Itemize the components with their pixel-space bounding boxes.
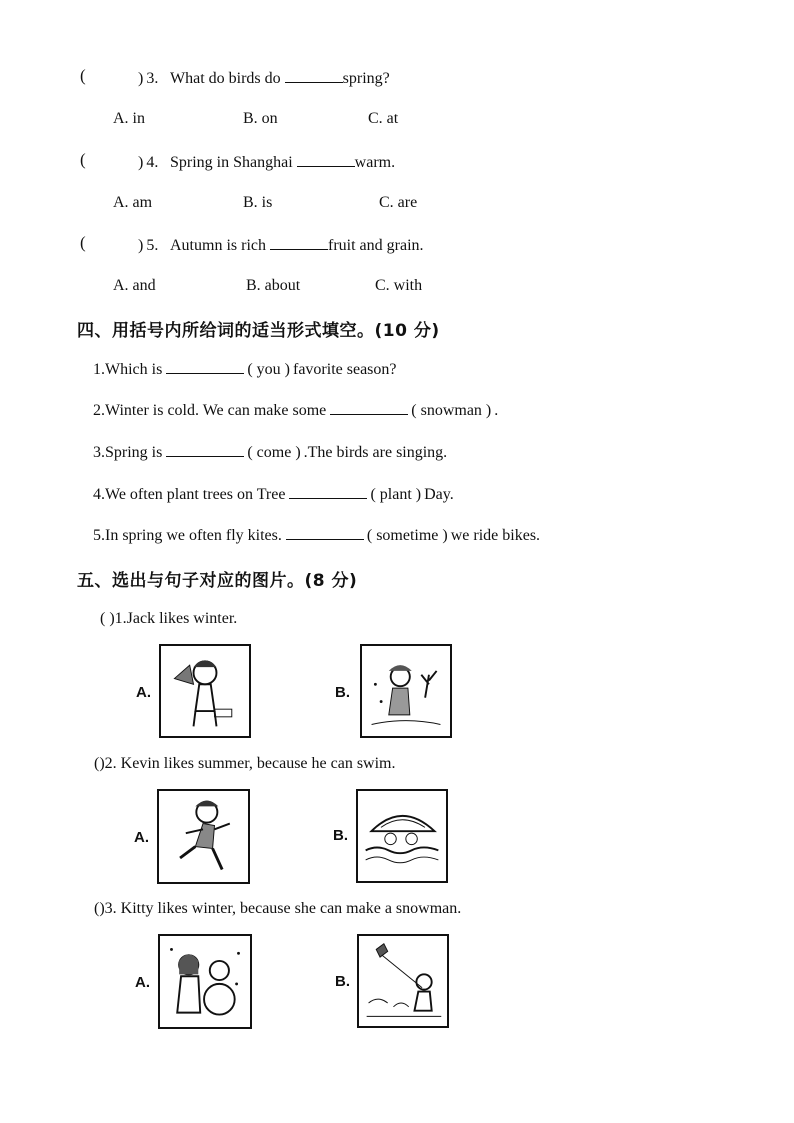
option-a[interactable]: A. and (113, 277, 156, 294)
label-b: B. (335, 973, 350, 990)
swimmers-under-umbrella-icon[interactable] (356, 789, 448, 883)
answer-paren-close: ) 3. (138, 70, 159, 87)
option-b[interactable]: B. about (246, 277, 301, 294)
question-text: What do birds do spring? (170, 70, 390, 87)
label-b: B. (333, 827, 348, 844)
blank-line[interactable] (286, 527, 364, 540)
label-a: A. (135, 974, 150, 991)
answer-paren-open: ( (80, 66, 86, 85)
fill-item-3: 3.Spring is ( come ) .The birds are singing. (93, 444, 448, 461)
section-4-heading: 四、用括号内所给词的适当形式填空。(10 分) (77, 321, 440, 341)
blank-line[interactable] (297, 154, 355, 167)
section-5-heading: 五、选出与句子对应的图片。(8 分) (77, 571, 358, 591)
fill-item-5: 5.In spring we often fly kites. ( sometime ) we ride bikes. (93, 527, 541, 544)
fill-item-2: 2.Winter is cold. We can make some ( snowman ) . (93, 402, 499, 419)
fill-item-4: 4.We often plant trees on Tree ( plant ) Day. (93, 486, 454, 503)
option-b[interactable]: B. is (243, 194, 273, 211)
label-a: A. (136, 684, 151, 701)
option-a[interactable]: A. am (113, 194, 153, 211)
blank-line[interactable] (166, 361, 244, 374)
answer-paren-open: ( (80, 233, 86, 252)
boy-with-fan-icon[interactable] (159, 644, 251, 738)
child-flying-kite-icon[interactable] (357, 934, 449, 1028)
answer-paren-open: ( (80, 150, 86, 169)
option-c[interactable]: C. with (375, 277, 423, 294)
answer-paren-close: ) 5. (138, 237, 159, 254)
blank-line[interactable] (166, 444, 244, 457)
fill-item-1: 1.Which is ( you ) favorite season? (93, 361, 397, 378)
picture-question-3: ()3. Kitty likes winter, because she can make a snowman. (94, 900, 462, 917)
option-a[interactable]: A. in (113, 110, 145, 127)
blank-line[interactable] (330, 402, 408, 415)
option-b[interactable]: B. on (243, 110, 278, 127)
label-b: B. (335, 684, 350, 701)
label-a: A. (134, 829, 149, 846)
option-c[interactable]: C. at (368, 110, 399, 127)
blank-line[interactable] (285, 70, 343, 83)
picture-question-1: ( )1.Jack likes winter. (100, 610, 238, 627)
question-text: Spring in Shanghai warm. (170, 154, 396, 171)
option-c[interactable]: C. are (379, 194, 418, 211)
answer-paren-close: ) 4. (138, 154, 159, 171)
question-text: Autumn is rich fruit and grain. (170, 237, 424, 254)
person-in-winter-wind-icon[interactable] (360, 644, 452, 738)
blank-line[interactable] (289, 486, 367, 499)
running-boy-icon[interactable] (157, 789, 250, 884)
blank-line[interactable] (270, 237, 328, 250)
picture-question-2: ()2. Kevin likes summer, because he can swim. (94, 755, 396, 772)
girl-and-snowman-icon[interactable] (158, 934, 252, 1029)
